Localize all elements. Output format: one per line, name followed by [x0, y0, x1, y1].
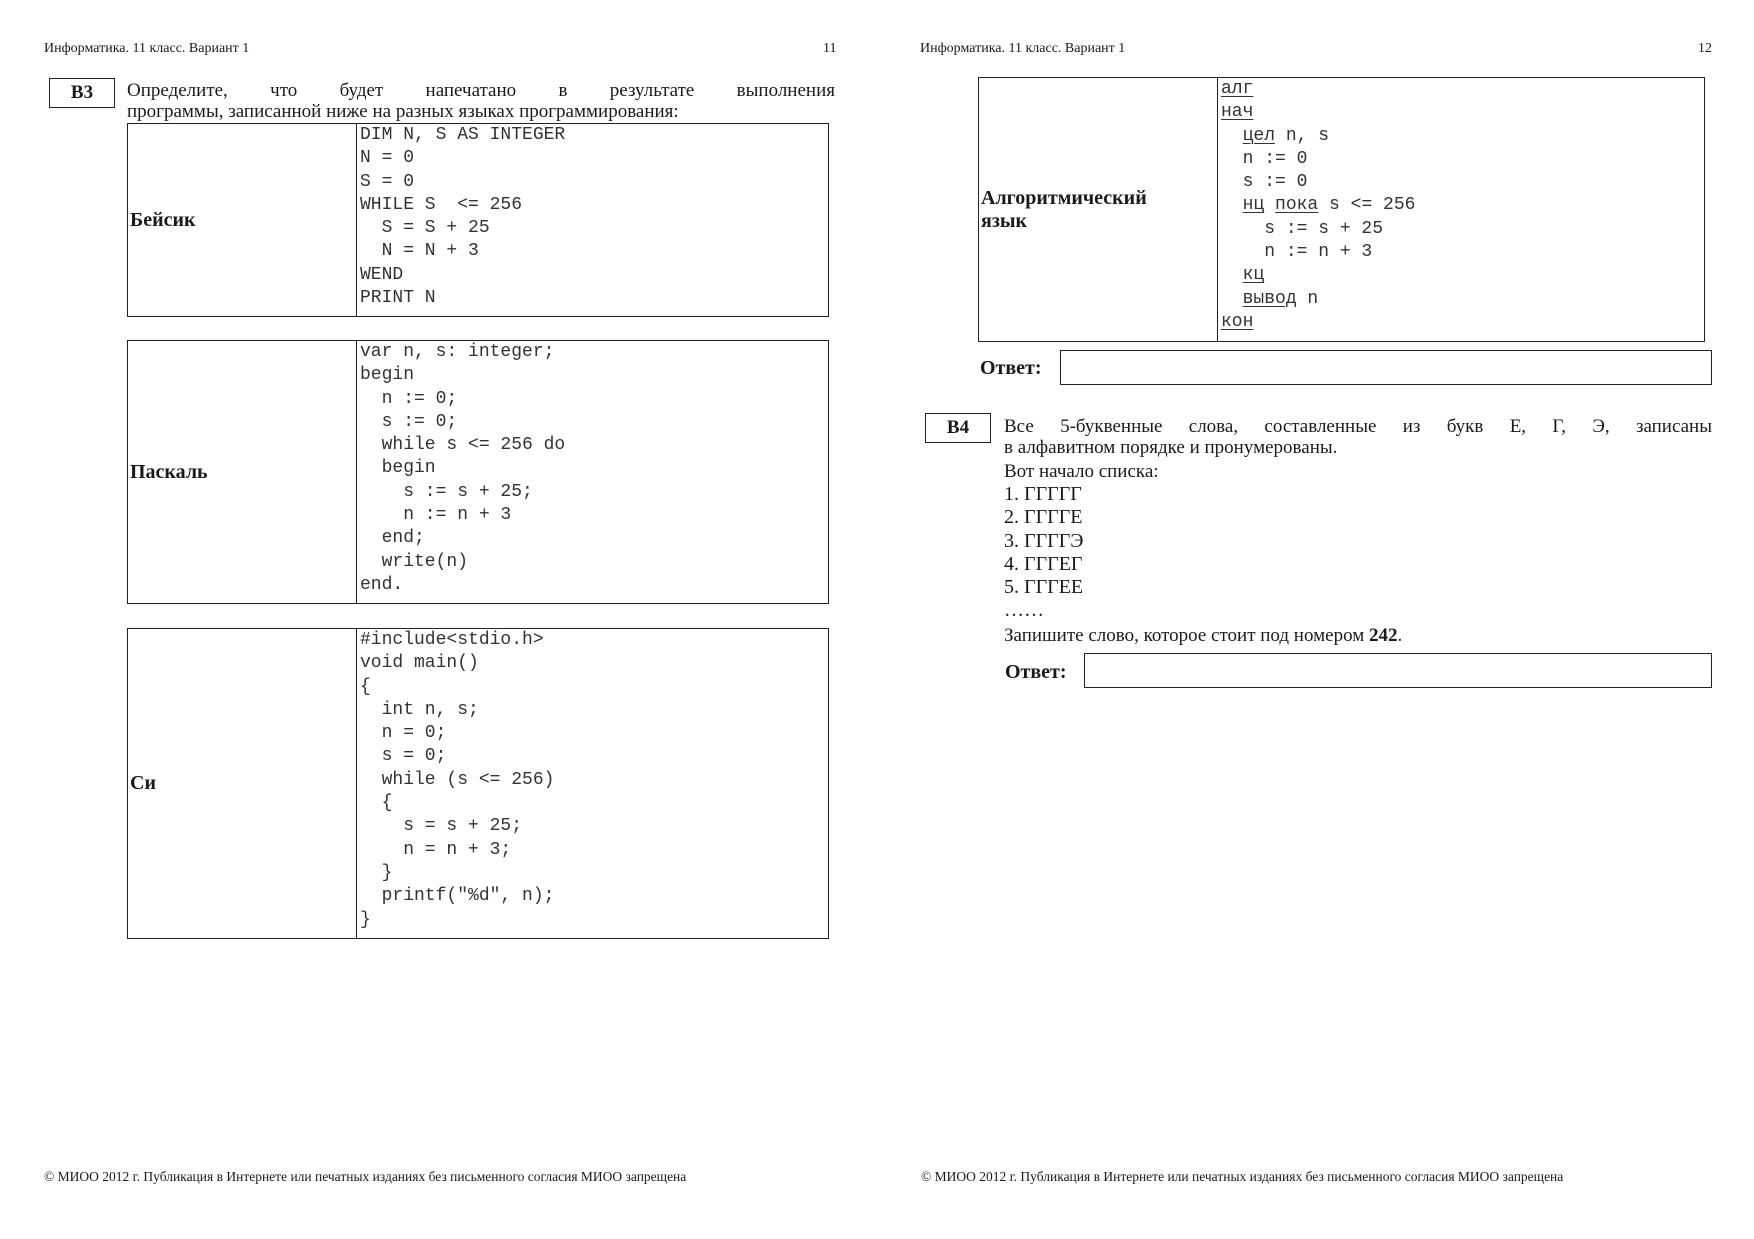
question-prefix: Запишите слово, которое стоит под номером: [1004, 625, 1369, 646]
code-line: write(n): [360, 551, 469, 572]
list-item: 5. ГГГЕЕ: [1004, 576, 1084, 599]
answer-input-b3[interactable]: [1060, 350, 1712, 385]
question-suffix: .: [1397, 625, 1403, 646]
code-line: while (s <= 256): [360, 769, 555, 790]
code-line: S = 0: [360, 171, 415, 192]
code-line: #include<stdio.h>: [360, 630, 544, 650]
code-line: [1221, 241, 1704, 264]
code-line: DIM N, S AS INTEGER: [360, 125, 566, 145]
code-line: WHILE S <= 256: [360, 194, 523, 215]
code-line: end;: [360, 528, 425, 549]
code-line: N = 0: [360, 148, 415, 169]
word-list: [1004, 483, 1083, 623]
basic-code-table: [127, 123, 829, 317]
algo-language-label: [979, 78, 1218, 342]
keyword-poka: пока: [1275, 195, 1319, 216]
task-b3-text-line2: программы, записанной ниже на разных языках программирования:: [127, 101, 679, 122]
code-line: [1221, 218, 1704, 241]
code-line: end.: [360, 574, 404, 595]
keyword-kon: кон: [1221, 311, 1254, 332]
decl-rest: n, s: [1275, 125, 1330, 146]
question-number: 242: [1368, 625, 1398, 646]
code-line: while s <= 256 do: [360, 435, 566, 456]
answer-label-b3: Ответ:: [980, 357, 1042, 379]
keyword-nach: нач: [1221, 102, 1254, 123]
assign-s: s := 0: [1242, 172, 1308, 193]
pascal-language-label: Паскаль: [128, 341, 357, 604]
code-line: }: [360, 862, 393, 883]
algo-language-line2: язык: [981, 209, 1027, 232]
code-line: WEND: [360, 264, 404, 285]
code-line: [1221, 148, 1704, 171]
code-line: {: [360, 676, 371, 697]
code-line: var n, s: integer;: [360, 342, 555, 362]
left-page-number: 11: [823, 41, 837, 56]
code-line: }: [360, 909, 371, 930]
list-item: 2. ГГГГЕ: [1004, 506, 1083, 529]
list-item: 3. ГГГГЭ: [1004, 529, 1084, 552]
task-b4-text-line1: Все 5-буквенные слова, составленные из букв Е, Г, Э, записаны: [1004, 416, 1712, 437]
code-line: [1221, 311, 1704, 334]
code-line: printf("%d", n);: [360, 886, 555, 907]
code-line: [1221, 171, 1704, 194]
loop-body-1: s := s + 25: [1264, 218, 1384, 239]
code-line: [1221, 78, 1704, 101]
loop-body-2: n := n + 3: [1264, 242, 1373, 263]
pascal-code-table: [127, 340, 829, 604]
c-code-cell: [357, 629, 829, 939]
code-line: [1221, 288, 1704, 311]
task-b4-text-line2: в алфавитном порядке и пронумерованы.: [1004, 437, 1338, 458]
list-item: 1. ГГГГГ: [1004, 483, 1082, 505]
assign-n: n := 0: [1242, 148, 1308, 169]
code-line: s := s + 25;: [360, 481, 533, 502]
task-b4-question: [1004, 624, 1402, 647]
algo-language-line1: Алгоритмический: [981, 186, 1147, 209]
keyword-kc: кц: [1242, 265, 1265, 286]
code-line: s := 0;: [360, 411, 458, 432]
code-line: PRINT N: [360, 288, 436, 309]
code-line: [1221, 264, 1704, 287]
code-line: {: [360, 793, 393, 814]
basic-code-cell: [357, 124, 829, 317]
list-item: 4. ГГГЕГ: [1004, 552, 1083, 575]
out-rest: n: [1296, 288, 1319, 309]
keyword-cel: цел: [1242, 125, 1276, 146]
algo-code-cell: [1218, 78, 1705, 342]
code-line: n = 0;: [360, 723, 447, 744]
left-header-title: Информатика. 11 класс. Вариант 1: [44, 41, 250, 56]
right-page-number: 12: [1698, 41, 1712, 56]
code-line: begin: [360, 365, 415, 386]
code-line: S = S + 25: [360, 218, 490, 239]
algo-code-table: [978, 77, 1705, 342]
code-line: N = N + 3: [360, 241, 479, 262]
code-line: s = 0;: [360, 746, 447, 767]
task-b4-text-line3: Вот начало списка:: [1004, 461, 1159, 482]
pascal-code-cell: [357, 341, 829, 604]
code-line: begin: [360, 458, 436, 479]
answer-input-b4[interactable]: [1084, 653, 1712, 688]
code-line: n := n + 3: [360, 505, 512, 526]
cond-rest: s <= 256: [1318, 195, 1416, 216]
answer-label-b4: Ответ:: [1005, 661, 1067, 683]
code-line: [1221, 194, 1704, 217]
code-line: [1221, 101, 1704, 124]
keyword-alg: алг: [1221, 79, 1254, 99]
code-line: s = s + 25;: [360, 816, 523, 837]
list-ellipsis: ……: [1004, 599, 1044, 622]
task-id-b4: B4: [925, 413, 991, 443]
code-line: void main(): [360, 653, 479, 674]
c-code-table: [127, 628, 829, 939]
right-footer: © МИОО 2012 г. Публикация в Интернете или печатных изданиях без письменного согласия МИОО запрещена: [921, 1169, 1564, 1184]
basic-language-label: Бейсик: [128, 124, 357, 317]
task-id-b3: B3: [49, 78, 115, 108]
code-line: int n, s;: [360, 699, 479, 720]
code-line: n = n + 3;: [360, 839, 512, 860]
code-line: [1221, 125, 1704, 148]
c-language-label: Си: [128, 629, 357, 939]
code-line: n := 0;: [360, 388, 458, 409]
task-b3-text-line1: Определите, что будет напечатано в результате выполнения: [127, 80, 835, 101]
keyword-nc: нц: [1242, 195, 1265, 216]
right-header-title: Информатика. 11 класс. Вариант 1: [920, 41, 1126, 56]
left-footer: © МИОО 2012 г. Публикация в Интернете или печатных изданиях без письменного согласия МИОО запрещена: [44, 1169, 687, 1184]
keyword-vyvod: вывод: [1242, 288, 1297, 309]
